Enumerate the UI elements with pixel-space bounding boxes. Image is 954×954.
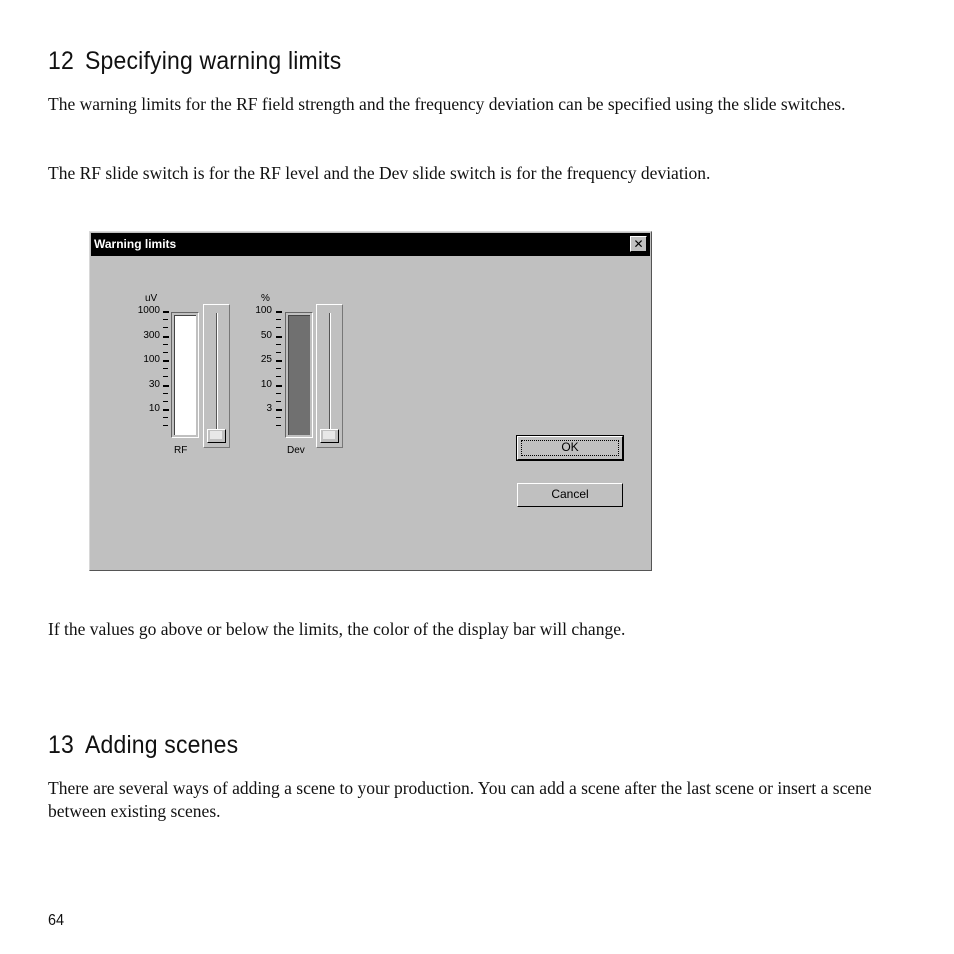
dialog-titlebar [91,233,650,256]
rf-tick-label: 300 [143,329,160,341]
rf-level-bar [171,312,199,438]
section-12-paragraph-3: If the values go above or below the limits, the color of the display bar will change. [48,619,626,639]
dev-tick-label: 50 [260,329,272,341]
ok-button[interactable] [517,436,623,460]
rf-minor-tick [163,368,168,369]
dev-minor-tick [276,368,281,369]
dev-label: Dev [287,445,305,456]
dev-tick-label: 10 [260,378,272,390]
rf-tick-mark [163,409,169,411]
rf-minor-tick [163,344,168,345]
dev-tick-mark [276,409,282,411]
dev-slider-thumb[interactable] [320,429,339,443]
rf-tick-label: 100 [143,354,160,365]
dev-minor-tick [276,417,281,418]
rf-minor-tick [163,352,168,353]
cancel-button-label: Cancel [551,487,589,501]
dev-tick-mark [276,360,282,362]
page-number: 64 [48,912,65,929]
rf-minor-tick [163,319,168,320]
cancel-button[interactable] [517,483,623,507]
rf-minor-tick [163,401,168,402]
dev-minor-tick [276,327,281,328]
rf-tick-mark [163,311,169,313]
rf-tick-mark [163,385,169,387]
ok-button-label: OK [561,440,579,454]
rf-tick-label: 10 [148,403,160,414]
dev-tick-label: 100 [255,305,272,316]
section-13-title: Adding scenes [85,731,239,759]
rf-tick-mark [163,360,169,362]
dev-minor-tick [276,401,281,402]
section-12-paragraph-2: The RF slide switch is for the RF level and the Dev slide switch is for the frequency deviation. [48,163,711,183]
dev-tick-mark [276,336,282,338]
warning-limits-dialog [89,231,652,571]
dev-tick-label: 25 [260,354,272,365]
rf-minor-tick [163,417,168,418]
rf-level-fill [174,315,196,435]
dev-minor-tick [276,425,281,426]
section-13-paragraph-1: There are several ways of adding a scene to your production. You can add a scene after the last scene or insert a scene between existing scenes. [48,778,872,821]
rf-slider-track [216,313,218,433]
dev-minor-tick [276,376,281,377]
rf-minor-tick [163,327,168,328]
section-12-heading [48,47,341,76]
rf-slider[interactable] [203,304,230,448]
dev-minor-tick [276,352,281,353]
rf-tick-label: 1000 [137,305,160,316]
dev-minor-tick [276,344,281,345]
close-icon[interactable]: ✕ [630,236,647,252]
section-13-number: 13 [48,731,74,759]
section-12-title: Specifying warning limits [85,47,342,75]
section-12-paragraph-1: The warning limits for the RF field strength and the frequency deviation can be specified using the slide switches. [48,94,846,114]
rf-minor-tick [163,376,168,377]
dev-slider-track [329,313,331,433]
rf-minor-tick [163,393,168,394]
dev-level-bar [285,312,313,438]
dev-tick-mark [276,385,282,387]
dev-minor-tick [276,319,281,320]
rf-minor-tick [163,425,168,426]
rf-label: RF [174,445,188,456]
rf-tick-label: 30 [148,378,160,390]
rf-tick-mark [163,336,169,338]
dev-level-fill [288,315,310,435]
dev-slider[interactable] [316,304,343,448]
rf-slider-thumb[interactable] [207,429,226,443]
dev-unit-label: % [261,293,270,304]
dialog-title: Warning limits [94,237,177,251]
rf-unit-label: uV [145,293,158,304]
dev-minor-tick [276,393,281,394]
dev-tick-mark [276,311,282,313]
section-12-number: 12 [48,47,74,75]
section-13-heading [48,731,238,760]
dev-tick-label: 3 [266,403,272,414]
